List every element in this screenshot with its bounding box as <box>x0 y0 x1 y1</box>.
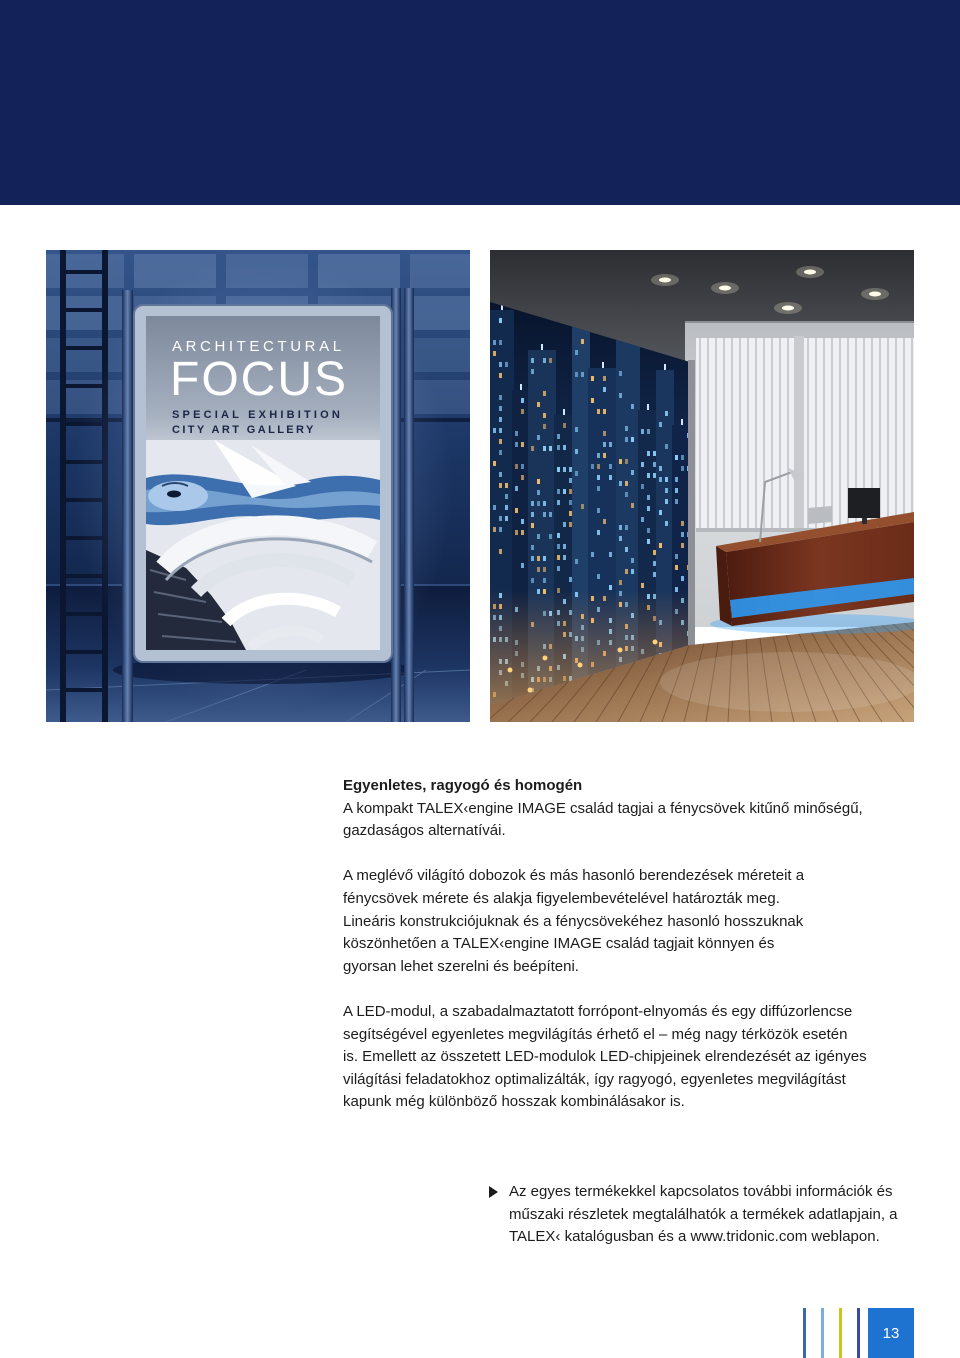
lit-window <box>591 552 594 557</box>
poster-title-large: FOCUS <box>170 353 348 406</box>
lit-window <box>575 449 578 454</box>
header-banner <box>0 0 960 205</box>
lit-window <box>557 489 560 494</box>
downlight <box>804 270 816 275</box>
lit-window <box>581 504 584 509</box>
lit-window <box>557 500 560 505</box>
lit-window <box>659 466 662 471</box>
lit-window <box>597 475 600 480</box>
lit-window <box>609 552 612 557</box>
lit-window <box>675 477 678 482</box>
display-pole <box>122 290 133 722</box>
lit-window <box>537 402 540 407</box>
lit-window <box>515 530 518 535</box>
lit-window <box>653 451 656 456</box>
lit-window <box>597 530 600 535</box>
lit-window <box>505 505 508 510</box>
lit-window <box>597 409 600 414</box>
lit-window <box>641 517 644 522</box>
lit-window <box>647 506 650 511</box>
lit-window <box>625 426 628 431</box>
lit-window <box>499 417 502 422</box>
lit-window <box>681 532 684 537</box>
lit-window <box>619 580 622 585</box>
lit-window <box>531 545 534 550</box>
text-line: világítási feladatokhoz optimalizálták, így ragyogó, egyenletes megvilágítást <box>343 1070 846 1088</box>
lit-window <box>619 393 622 398</box>
lit-window <box>659 510 662 515</box>
lit-window <box>531 556 534 561</box>
lit-window <box>597 574 600 579</box>
downlight <box>719 286 731 291</box>
lit-window <box>543 567 546 572</box>
lit-window <box>641 429 644 434</box>
tower-spire <box>681 419 683 425</box>
text-line: segítségével egyenletes megvilágítás érhető el – még nagy térközök esetén <box>343 1025 848 1043</box>
lit-window <box>521 530 524 535</box>
lit-window <box>515 431 518 436</box>
lit-window <box>499 362 502 367</box>
tower-spire <box>602 362 604 368</box>
tower-spire <box>647 404 649 410</box>
text-line: Lineáris konstrukciójuknak és a fénycsövekéhez hasonló hosszuknak <box>343 912 804 930</box>
lit-window <box>549 512 552 517</box>
lit-window <box>499 450 502 455</box>
ladder-rung <box>60 688 108 692</box>
lit-window <box>597 464 600 469</box>
lit-window <box>537 435 540 440</box>
lit-window <box>647 539 650 544</box>
lit-window <box>575 372 578 377</box>
text-line: is. Emellett az összetett LED-modulok LED-chipjeinek elrendezését az igényes <box>343 1048 867 1066</box>
lit-window <box>521 409 524 414</box>
lit-window <box>591 376 594 381</box>
lit-window <box>557 544 560 549</box>
lit-window <box>499 549 502 554</box>
lit-window <box>499 439 502 444</box>
lit-window <box>515 464 518 469</box>
lit-window <box>499 527 502 532</box>
lit-window <box>557 566 560 571</box>
lit-window <box>609 585 612 590</box>
tower-spire <box>541 344 543 350</box>
downlight <box>869 292 881 297</box>
lit-window <box>675 565 678 570</box>
text-line: kapunk még különböző hosszak kombinálásakor is. <box>343 1093 685 1111</box>
lit-window <box>543 358 546 363</box>
color-bar <box>803 1308 806 1358</box>
lit-window <box>609 464 612 469</box>
lit-window <box>515 442 518 447</box>
lit-window <box>681 576 684 581</box>
lit-window <box>591 398 594 403</box>
lit-window <box>521 563 524 568</box>
lit-window <box>493 428 496 433</box>
lit-window <box>537 479 540 484</box>
lit-window <box>569 467 572 472</box>
tower-spire <box>563 409 565 415</box>
lit-window <box>557 434 560 439</box>
lit-window <box>603 453 606 458</box>
lit-window <box>647 495 650 500</box>
ladder-rung <box>60 612 108 616</box>
lit-window <box>631 470 634 475</box>
lit-window <box>631 437 634 442</box>
lit-window <box>597 486 600 491</box>
office-interior-photo <box>490 250 914 722</box>
lit-window <box>563 555 566 560</box>
lit-window <box>563 489 566 494</box>
downlight <box>659 278 671 283</box>
article-body <box>343 775 943 1114</box>
lit-window <box>653 550 656 555</box>
lit-window <box>575 559 578 564</box>
lit-window <box>591 464 594 469</box>
lit-window <box>569 500 572 505</box>
lit-window <box>631 404 634 409</box>
display-pole <box>404 288 414 722</box>
lit-window <box>665 499 668 504</box>
lit-window <box>653 572 656 577</box>
lit-window <box>537 534 540 539</box>
lit-window <box>681 521 684 526</box>
lit-window <box>493 527 496 532</box>
lit-window <box>603 431 606 436</box>
lit-window <box>675 455 678 460</box>
lit-window <box>563 467 566 472</box>
intro-paragraph <box>343 775 943 843</box>
lit-window <box>549 446 552 451</box>
lit-window <box>493 340 496 345</box>
lit-window <box>499 483 502 488</box>
lit-window <box>569 489 572 494</box>
lit-window <box>681 455 684 460</box>
lit-window <box>499 395 502 400</box>
lit-window <box>609 475 612 480</box>
lit-window <box>521 464 524 469</box>
lit-window <box>603 387 606 392</box>
floor-reflection <box>660 652 914 712</box>
lit-window <box>625 525 628 530</box>
triangle-right-icon <box>489 1186 498 1198</box>
lit-window <box>563 445 566 450</box>
lit-window <box>665 521 668 526</box>
lit-window <box>515 486 518 491</box>
lit-window <box>499 340 502 345</box>
article-heading: Egyenletes, ragyogó és homogén <box>343 777 583 794</box>
facade-window <box>46 296 124 330</box>
lit-window <box>675 499 678 504</box>
lit-window <box>603 519 606 524</box>
lit-window <box>505 483 508 488</box>
lit-window <box>581 372 584 377</box>
poster-artwork <box>146 440 380 650</box>
info-note <box>509 1181 949 1249</box>
lit-window <box>625 492 628 497</box>
lit-window <box>603 409 606 414</box>
lit-window <box>531 369 534 374</box>
note-line: műszaki részletek megtalálhatók a termékek adatlapjain, a <box>509 1205 898 1223</box>
lit-window <box>549 358 552 363</box>
lit-window <box>569 577 572 582</box>
lit-window <box>653 473 656 478</box>
lit-window <box>665 444 668 449</box>
eye <box>167 491 181 498</box>
street-light <box>618 648 623 653</box>
lit-window <box>563 544 566 549</box>
lit-window <box>543 512 546 517</box>
paragraph <box>343 1001 943 1114</box>
text-line: gazdaságos alternatívái. <box>343 822 506 840</box>
lit-window <box>505 516 508 521</box>
lit-window <box>543 501 546 506</box>
lit-window <box>531 578 534 583</box>
lit-window <box>543 391 546 396</box>
lit-window <box>659 543 662 548</box>
lit-window <box>681 466 684 471</box>
text-line: A kompakt TALEX‹engine IMAGE család tagjai a fénycsövek kitűnő minőségű, <box>343 799 863 817</box>
lit-window <box>563 423 566 428</box>
lit-window <box>609 442 612 447</box>
lit-window <box>641 484 644 489</box>
lit-window <box>575 350 578 355</box>
lit-window <box>493 505 496 510</box>
page-number: 13 <box>882 1324 900 1342</box>
ladder-rung <box>60 346 108 350</box>
poster-display-photo <box>46 250 470 722</box>
lit-window <box>659 477 662 482</box>
lit-window <box>675 488 678 493</box>
lit-window <box>543 446 546 451</box>
window-blinds <box>696 336 914 532</box>
lit-window <box>625 481 628 486</box>
lit-window <box>531 512 534 517</box>
ladder-rung <box>60 308 108 312</box>
lit-window <box>557 555 560 560</box>
color-bar <box>821 1308 824 1358</box>
street-light <box>653 640 658 645</box>
color-bar <box>857 1308 860 1358</box>
lit-window <box>543 556 546 561</box>
lit-window <box>653 462 656 467</box>
lit-window <box>515 508 518 513</box>
lit-window <box>675 554 678 559</box>
street-light <box>528 688 533 693</box>
lit-window <box>549 534 552 539</box>
lit-window <box>521 475 524 480</box>
lit-window <box>499 516 502 521</box>
paragraph <box>343 865 943 978</box>
lit-window <box>659 422 662 427</box>
lit-window <box>499 428 502 433</box>
lit-window <box>647 528 650 533</box>
tower-spire <box>520 384 522 390</box>
lit-window <box>625 437 628 442</box>
lit-window <box>631 503 634 508</box>
page-number-box <box>868 1308 914 1358</box>
lit-window <box>543 424 546 429</box>
poster-venue: CITY ART GALLERY <box>172 424 316 436</box>
color-bar <box>839 1308 842 1358</box>
text-line: A LED-modul, a szabadalmaztatott forrópont-elnyomás és egy diffúzorlencse <box>343 1002 853 1020</box>
lit-window <box>569 478 572 483</box>
lit-window <box>493 461 496 466</box>
facade-window <box>410 296 470 330</box>
lit-window <box>625 569 628 574</box>
downlight <box>782 306 794 311</box>
tower-spire <box>664 364 666 370</box>
lit-window <box>631 569 634 574</box>
street-light <box>543 656 548 661</box>
lit-window <box>569 522 572 527</box>
lit-window <box>619 481 622 486</box>
ladder-rung <box>60 650 108 654</box>
lit-window <box>575 471 578 476</box>
lit-window <box>581 339 584 344</box>
lit-window <box>543 413 546 418</box>
note-line: Az egyes termékekkel kapcsolatos további információk és <box>509 1183 893 1200</box>
street-light <box>508 668 513 673</box>
lit-window <box>557 533 560 538</box>
lit-window <box>493 351 496 356</box>
lit-window <box>505 494 508 499</box>
lit-window <box>531 446 534 451</box>
text-line: fénycsövek mérete és alakja figyelembevételével határozták meg. <box>343 889 780 907</box>
lit-window <box>653 561 656 566</box>
lit-window <box>537 501 540 506</box>
lit-window <box>597 453 600 458</box>
lit-window <box>597 508 600 513</box>
lit-window <box>499 373 502 378</box>
note-line: TALEX‹ katalógusban és a www.tridonic.com weblapon. <box>509 1228 880 1246</box>
lit-window <box>641 583 644 588</box>
text-line: gyorsan lehet szerelni és beépíteni. <box>343 957 579 975</box>
monitor-stand <box>862 518 867 524</box>
wall-corner <box>688 360 695 647</box>
lit-window <box>575 427 578 432</box>
lit-window <box>619 459 622 464</box>
lit-window <box>569 511 572 516</box>
lit-window <box>537 490 540 495</box>
lit-window <box>631 558 634 563</box>
lit-window <box>619 536 622 541</box>
lit-window <box>521 442 524 447</box>
lit-window <box>647 429 650 434</box>
lit-window <box>499 318 502 323</box>
text-line: A meglévő világító dobozok és más hasonló berendezések méreteit a <box>343 867 805 885</box>
text-line: köszönhetően a TALEX‹engine IMAGE család tagjait könnyen és <box>343 935 775 953</box>
lit-window <box>505 362 508 367</box>
lit-window <box>665 411 668 416</box>
lit-window <box>563 522 566 527</box>
lit-window <box>557 445 560 450</box>
poster-scene <box>46 250 470 722</box>
lit-window <box>647 451 650 456</box>
office-scene <box>490 250 914 722</box>
street-light <box>578 663 583 668</box>
lit-window <box>619 525 622 530</box>
lit-window <box>619 371 622 376</box>
lit-window <box>537 567 540 572</box>
lit-window <box>625 547 628 552</box>
lit-window <box>521 519 524 524</box>
lit-window <box>531 501 534 506</box>
poster-subtitle: SPECIAL EXHIBITION <box>172 409 344 421</box>
facade-window <box>410 254 470 288</box>
lit-window <box>603 376 606 381</box>
lit-window <box>521 398 524 403</box>
lit-window <box>537 556 540 561</box>
lit-window <box>625 459 628 464</box>
lit-window <box>531 523 534 528</box>
ladder-rung <box>60 270 108 274</box>
monitor <box>848 488 880 518</box>
lit-window <box>557 467 560 472</box>
lit-window <box>531 358 534 363</box>
lit-window <box>499 472 502 477</box>
lit-window <box>543 578 546 583</box>
lit-window <box>641 462 644 467</box>
lit-window <box>499 406 502 411</box>
laptop <box>808 506 832 524</box>
lit-window <box>681 543 684 548</box>
lit-window <box>665 488 668 493</box>
lit-window <box>647 473 650 478</box>
poster-title-small: ARCHITECTURAL <box>172 338 345 355</box>
lit-window <box>665 477 668 482</box>
lit-window <box>603 442 606 447</box>
window-mullion <box>794 336 804 532</box>
